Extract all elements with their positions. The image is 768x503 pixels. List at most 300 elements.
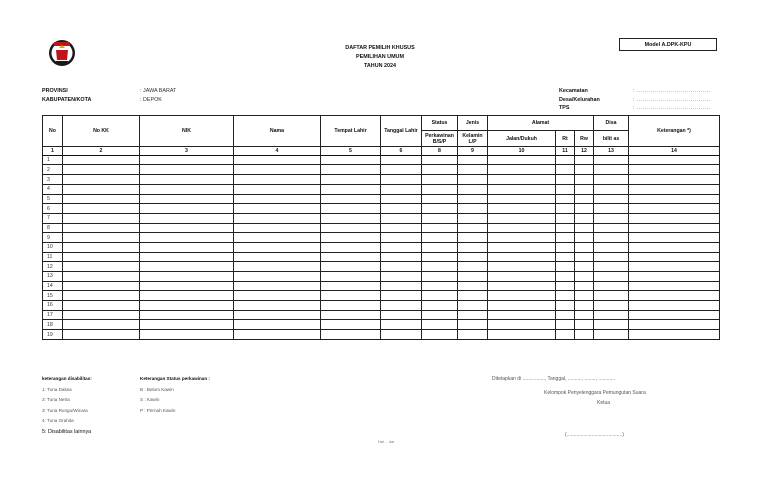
table-cell[interactable] [556,184,575,194]
table-cell[interactable] [488,213,556,223]
colnum: 10 [488,147,556,156]
table-row [43,184,720,194]
table-cell[interactable] [575,310,594,320]
table-cell[interactable] [629,242,720,252]
table-cell[interactable] [575,262,594,272]
table-cell[interactable] [488,184,556,194]
table-cell[interactable] [458,155,488,165]
table-cell[interactable] [458,320,488,330]
title-line-2: PEMILIHAN UMUM [356,53,404,60]
table-cell[interactable] [422,242,458,252]
tps-label: TPS [559,105,570,111]
table-cell[interactable] [63,301,140,311]
table-cell[interactable] [629,213,720,223]
table-row [43,310,720,320]
table-cell[interactable] [63,175,140,185]
header-keterangan: Keterangan *) [629,116,720,147]
colnum: 13 [594,147,629,156]
table-cell[interactable] [321,272,381,282]
table-cell[interactable] [629,155,720,165]
table-cell[interactable] [381,252,422,262]
table-cell[interactable] [63,165,140,175]
legend-disabilitas-item-last: 5: Disabilitas lainnya [42,428,92,435]
colnum: 1 [43,147,63,156]
table-cell[interactable] [556,301,575,311]
table-cell[interactable] [140,320,234,330]
table-cell[interactable] [140,242,234,252]
table-cell[interactable] [488,242,556,252]
kabupaten-value: : DEPOK [140,96,162,103]
table-cell[interactable] [63,291,140,301]
table-cell[interactable] [458,281,488,291]
table-cell[interactable] [575,272,594,282]
table-cell[interactable] [556,320,575,330]
table-row [43,272,720,282]
header-nama: Nama [234,116,321,147]
table-cell[interactable] [381,262,422,272]
table-cell[interactable] [321,184,381,194]
table-cell[interactable] [629,233,720,243]
table-cell[interactable] [488,272,556,282]
table-cell[interactable] [458,291,488,301]
table-cell[interactable] [422,291,458,301]
legend-disabilitas-title: keterangan disabilitas: [42,376,92,381]
table-cell[interactable] [381,272,422,282]
table-cell[interactable] [381,242,422,252]
table-cell[interactable] [63,204,140,214]
table-cell[interactable] [458,204,488,214]
table-cell[interactable] [63,194,140,204]
table-cell[interactable] [321,165,381,175]
table-cell[interactable] [381,194,422,204]
table-cell[interactable] [422,175,458,185]
voter-table [42,115,720,340]
table-row [43,291,720,301]
table-cell[interactable] [63,330,140,340]
table-cell[interactable] [140,310,234,320]
header-disabilitas: bilit as [594,131,629,147]
legend-disabilitas-item: 4: Tuna Grahita [42,418,74,424]
table-cell[interactable] [321,194,381,204]
legend-status-title: Keterangan Status perkawinan : [140,376,210,381]
table-cell[interactable] [458,330,488,340]
table-cell[interactable] [556,291,575,301]
table-cell[interactable] [422,194,458,204]
table-cell[interactable] [488,330,556,340]
header-disa: Disa [594,116,629,131]
table-cell[interactable] [321,310,381,320]
table-cell[interactable] [458,213,488,223]
table-cell[interactable] [575,242,594,252]
table-cell[interactable] [381,175,422,185]
table-cell[interactable] [422,223,458,233]
table-cell[interactable] [629,194,720,204]
table-cell[interactable] [381,281,422,291]
table-cell[interactable] [381,155,422,165]
kecamatan-label: Kecamatan [559,88,588,94]
header-rw: Rw [575,131,594,147]
table-cell[interactable] [458,223,488,233]
table-cell[interactable] [594,242,629,252]
table-cell[interactable] [594,252,629,262]
table-cell[interactable] [575,233,594,243]
header-kelamin-line2: L/P [468,138,477,145]
table-row [43,204,720,214]
table-cell[interactable] [488,291,556,301]
table-cell[interactable] [140,330,234,340]
table-cell[interactable] [488,165,556,175]
table-cell[interactable] [594,310,629,320]
table-cell[interactable] [594,165,629,175]
signature-name-line: (........................................) [565,432,624,438]
table-cell[interactable] [594,262,629,272]
table-cell[interactable] [594,301,629,311]
table-cell[interactable] [458,272,488,282]
table-cell[interactable] [381,204,422,214]
table-row [43,175,720,185]
colnum: 4 [234,147,321,156]
table-cell[interactable] [234,155,321,165]
table-cell[interactable] [234,320,321,330]
table-cell[interactable] [575,223,594,233]
table-cell[interactable] [63,272,140,282]
table-cell[interactable] [234,233,321,243]
table-cell[interactable] [234,175,321,185]
table-cell[interactable] [556,194,575,204]
table-cell[interactable] [234,165,321,175]
table-cell[interactable] [234,204,321,214]
table-row [43,330,720,340]
table-cell[interactable] [321,213,381,223]
table-cell[interactable] [234,272,321,282]
table-cell[interactable] [321,204,381,214]
title-line-3: TAHUN 2024 [364,62,396,69]
table-cell[interactable] [63,252,140,262]
table-cell[interactable] [556,272,575,282]
table-cell[interactable] [63,213,140,223]
table-cell[interactable] [140,233,234,243]
table-cell[interactable] [556,155,575,165]
table-cell[interactable] [488,175,556,185]
table-cell[interactable] [234,291,321,301]
table-cell[interactable] [556,252,575,262]
header-tanggal-lahir: Tanggal Lahir [381,116,422,147]
table-cell[interactable] [140,223,234,233]
table-cell[interactable] [629,272,720,282]
table-cell[interactable] [321,330,381,340]
table-cell[interactable] [234,213,321,223]
table-cell[interactable] [629,320,720,330]
colnum: 3 [140,147,234,156]
table-cell[interactable] [629,175,720,185]
table-cell[interactable] [488,233,556,243]
colnum: 5 [321,147,381,156]
row-number: 14 [43,281,63,291]
table-cell[interactable] [234,184,321,194]
table-cell[interactable] [575,281,594,291]
provinsi-value: : JAWA BARAT [140,88,177,94]
table-cell[interactable] [556,175,575,185]
row-number: 6 [43,204,63,214]
legend-disabilitas-item: 2: Tuna Netra [42,397,70,403]
table-cell[interactable] [63,262,140,272]
table-cell[interactable] [321,252,381,262]
table-cell[interactable] [556,242,575,252]
table-cell[interactable] [629,291,720,301]
table-row [43,155,720,165]
tps-value: : ..................................... [633,105,711,111]
table-cell[interactable] [488,252,556,262]
table-cell[interactable] [488,262,556,272]
table-cell[interactable] [381,213,422,223]
table-cell[interactable] [381,320,422,330]
table-cell[interactable] [234,330,321,340]
table-cell[interactable] [556,223,575,233]
table-cell[interactable] [422,310,458,320]
region-info-left [42,87,176,104]
header-rt: Rt [556,131,575,147]
kecamatan-value: : ..................................... [633,88,711,94]
table-cell[interactable] [234,301,321,311]
row-number: 8 [43,223,63,233]
table-cell[interactable] [321,233,381,243]
table-cell[interactable] [321,320,381,330]
row-number: 11 [43,252,63,262]
kabupaten-label: KABUPATEN/KOTA [42,96,92,103]
table-cell[interactable] [488,194,556,204]
header-perkawinan-line2: B/S/P [432,138,447,145]
table-cell[interactable] [321,175,381,185]
table-row [43,281,720,291]
table-cell[interactable] [629,252,720,262]
table-cell[interactable] [556,233,575,243]
page-number: Hal ... dar [378,440,395,444]
table-cell[interactable] [556,310,575,320]
table-cell[interactable] [556,281,575,291]
provinsi-label: PROVINSI [42,88,68,94]
table-cell[interactable] [321,155,381,165]
table-cell[interactable] [458,233,488,243]
table-cell[interactable] [381,330,422,340]
table-cell[interactable] [234,252,321,262]
table-cell[interactable] [629,204,720,214]
table-cell[interactable] [575,252,594,262]
table-cell[interactable] [458,165,488,175]
table-cell[interactable] [556,213,575,223]
table-cell[interactable] [422,213,458,223]
table-cell[interactable] [234,223,321,233]
table-cell[interactable] [234,310,321,320]
model-label: Model A.DPK-KPU [619,38,717,51]
table-cell[interactable] [629,184,720,194]
table-cell[interactable] [556,330,575,340]
table-cell[interactable] [63,155,140,165]
table-cell[interactable] [234,262,321,272]
table-cell[interactable] [63,233,140,243]
table-cell[interactable] [629,223,720,233]
header-jalan: Jalan/Dukuh [488,131,556,147]
table-cell[interactable] [140,204,234,214]
table-cell[interactable] [488,310,556,320]
table-cell[interactable] [140,213,234,223]
table-cell[interactable] [575,155,594,165]
table-cell[interactable] [422,272,458,282]
table-cell[interactable] [422,155,458,165]
table-cell[interactable] [140,301,234,311]
table-cell[interactable] [63,223,140,233]
table-cell[interactable] [488,281,556,291]
table-cell[interactable] [629,262,720,272]
column-number-row [43,147,720,156]
table-cell[interactable] [488,155,556,165]
table-cell[interactable] [381,301,422,311]
header-no: No [43,116,63,147]
header-no-kk: No KK [63,116,140,147]
table-cell[interactable] [488,204,556,214]
table-cell[interactable] [458,310,488,320]
table-cell[interactable] [594,281,629,291]
table-cell[interactable] [458,262,488,272]
table-cell[interactable] [140,184,234,194]
row-number: 18 [43,320,63,330]
signature-role: Ketua [597,400,611,406]
table-cell[interactable] [140,272,234,282]
table-cell[interactable] [556,165,575,175]
table-cell[interactable] [381,184,422,194]
table-cell[interactable] [488,223,556,233]
table-cell[interactable] [575,291,594,301]
table-cell[interactable] [575,204,594,214]
table-cell[interactable] [594,155,629,165]
table-cell[interactable] [556,204,575,214]
row-number: 4 [43,184,63,194]
table-cell[interactable] [63,320,140,330]
table-cell[interactable] [63,310,140,320]
table-cell[interactable] [458,175,488,185]
table-cell[interactable] [488,301,556,311]
table-cell[interactable] [594,194,629,204]
table-cell[interactable] [594,213,629,223]
table-cell[interactable] [594,291,629,301]
table-cell[interactable] [629,301,720,311]
table-cell[interactable] [321,291,381,301]
table-cell[interactable] [594,320,629,330]
header-nik: NIK [140,116,234,147]
table-cell[interactable] [381,310,422,320]
table-row [43,213,720,223]
table-cell[interactable] [575,175,594,185]
table-cell[interactable] [140,291,234,301]
desa-label: Desa/Kelurahan [559,96,600,103]
table-cell[interactable] [422,233,458,243]
legend-disabilitas-item: 1: Tuna Daksa [42,386,72,392]
table-cell[interactable] [575,194,594,204]
table-cell[interactable] [422,301,458,311]
colnum: 8 [422,147,458,156]
table-cell[interactable] [575,165,594,175]
table-cell[interactable] [321,281,381,291]
table-cell[interactable] [381,233,422,243]
table-cell[interactable] [381,165,422,175]
table-cell[interactable] [458,301,488,311]
row-number: 15 [43,291,63,301]
table-cell[interactable] [422,165,458,175]
row-number: 19 [43,330,63,340]
table-cell[interactable] [629,330,720,340]
table-cell[interactable] [140,155,234,165]
row-number: 17 [43,310,63,320]
table-cell[interactable] [140,194,234,204]
table-cell[interactable] [140,252,234,262]
table-cell[interactable] [594,175,629,185]
table-cell[interactable] [575,330,594,340]
table-cell[interactable] [594,272,629,282]
table-cell[interactable] [381,291,422,301]
table-cell[interactable] [422,281,458,291]
table-cell[interactable] [594,233,629,243]
table-cell[interactable] [629,281,720,291]
table-cell[interactable] [381,223,422,233]
table-cell[interactable] [458,194,488,204]
table-cell[interactable] [422,204,458,214]
row-number: 13 [43,272,63,282]
table-cell[interactable] [575,213,594,223]
table-cell[interactable] [575,320,594,330]
table-cell[interactable] [594,184,629,194]
table-cell[interactable] [321,223,381,233]
table-cell[interactable] [140,281,234,291]
table-cell[interactable] [422,184,458,194]
table-cell[interactable] [63,242,140,252]
table-cell[interactable] [575,184,594,194]
table-cell[interactable] [140,165,234,175]
header-perkawinan [422,131,458,147]
table-cell[interactable] [63,184,140,194]
table-cell[interactable] [321,262,381,272]
table-cell[interactable] [422,252,458,262]
colnum: 2 [63,147,140,156]
table-cell[interactable] [458,242,488,252]
table-cell[interactable] [594,223,629,233]
table-cell[interactable] [458,184,488,194]
table-cell[interactable] [629,165,720,175]
table-cell[interactable] [140,175,234,185]
table-cell[interactable] [556,262,575,272]
legend-status-item: P : Pernah Kawin [140,407,176,413]
table-cell[interactable] [234,281,321,291]
table-cell[interactable] [575,301,594,311]
table-cell[interactable] [321,301,381,311]
table-cell[interactable] [422,330,458,340]
table-cell[interactable] [63,281,140,291]
table-row [43,242,720,252]
table-cell[interactable] [458,252,488,262]
table-cell[interactable] [629,310,720,320]
table-cell[interactable] [488,320,556,330]
table-cell[interactable] [321,242,381,252]
table-cell[interactable] [594,330,629,340]
signature-org: Kelompok Penyelenggara Pemungutan Suara [544,390,646,396]
table-cell[interactable] [594,204,629,214]
table-cell[interactable] [422,262,458,272]
row-number: 5 [43,194,63,204]
table-cell[interactable] [140,262,234,272]
legend-disabilitas-item: 3: Tuna Rungu/Wicara [42,407,88,413]
table-cell[interactable] [234,242,321,252]
table-cell[interactable] [422,320,458,330]
legend-status-item: B : Belum Kawin [140,386,174,392]
table-cell[interactable] [234,194,321,204]
